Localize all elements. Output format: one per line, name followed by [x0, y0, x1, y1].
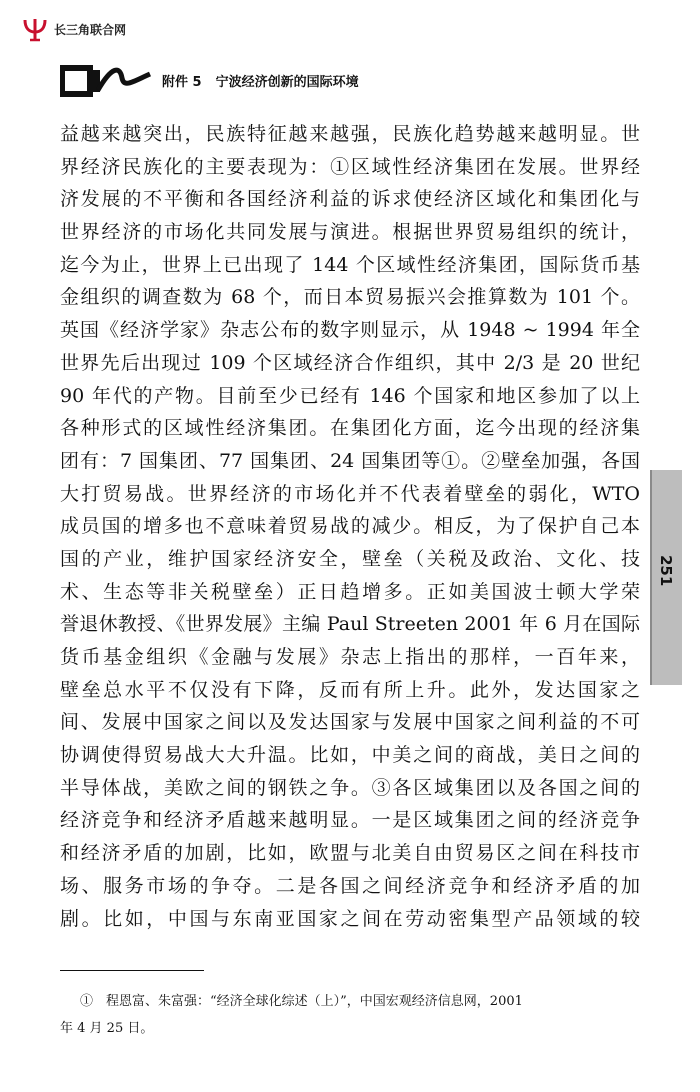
footnote-line: 年 4 月 25 日。 — [60, 1021, 154, 1036]
text-line: 界经济民族化的主要表现为：①区域性经济集团在发展。世界经 — [60, 155, 640, 178]
text-line: 团有：7 国集团、77 国集团、24 国集团等①。②壁垒加强，各国 — [60, 449, 640, 472]
text-line: 济发展的不平衡和各国经济利益的诉求使经济区域化和集团化与 — [60, 188, 640, 211]
text-line: 英国《经济学家》杂志公布的数字则显示，从 1948 ~ 1994 年全 — [60, 319, 640, 342]
text-line: 间、发展中国家之间以及发达国家与发展中国家之间利益的不可 — [60, 711, 640, 734]
page-number: 251 — [657, 555, 675, 587]
header-mark-icon — [60, 62, 152, 98]
text-line: 90 年代的产物。目前至少已经有 146 个国家和地区参加了以上 — [60, 384, 640, 407]
text-line: 世界经济的市场化共同发展与演进。根据世界贸易组织的统计， — [60, 221, 640, 244]
text-line: 协调使得贸易战大大升温。比如，中美之间的商战，美日之间的 — [60, 744, 640, 767]
brand — [22, 16, 126, 42]
text-line: 国的产业，维护国家经济安全，壁垒（关税及政治、文化、技 — [60, 547, 640, 570]
text-line: 誉退休教授、《世界发展》主编 Paul Streeten 2001 年 6 月在国际 — [60, 613, 640, 636]
text-line: 世界先后出现过 109 个区域经济合作组织，其中 2/3 是 20 世纪 — [60, 351, 640, 374]
footnote — [60, 988, 640, 1042]
text-line: 各种形式的区域性经济集团。在集团化方面，迄今出现的经济集 — [60, 417, 640, 440]
text-line: 剧。比如，中国与东南亚国家之间在劳动密集型产品领域的较 — [60, 907, 640, 930]
text-line: 迄今为止，世界上已出现了 144 个区域性经济集团，国际货币基 — [60, 253, 640, 276]
text-line: 壁垒总水平不仅没有下降，反而有所上升。此外，发达国家之 — [60, 678, 640, 701]
text-line: 成员国的增多也不意味着贸易战的减少。相反，为了保护自己本 — [60, 515, 640, 538]
text-line: 术、生态等非关税壁垒）正日趋增多。正如美国波士顿大学荣 — [60, 580, 640, 603]
text-line: 和经济矛盾的加剧，比如，欧盟与北美自由贸易区之间在科技市 — [60, 842, 640, 865]
text-line: 金组织的调查数为 68 个，而日本贸易振兴会推算数为 101 个。 — [60, 286, 640, 309]
section-title: 宁波经济创新的国际环境 — [215, 74, 359, 90]
body-text — [60, 118, 640, 935]
footnote-line: ① 程恩富、朱富强：“经济全球化综述（上）”，中国宏观经济信息网，2001 — [80, 994, 523, 1009]
text-line: 经济竞争和经济矛盾越来越明显。一是区域集团之间的经济竞争 — [60, 809, 640, 832]
footnote-divider — [60, 970, 204, 971]
section-label: 附件 5 — [162, 74, 202, 90]
text-line: 大打贸易战。世界经济的市场化并不代表着壁垒的弱化，WTO — [60, 482, 640, 505]
chapter-header — [60, 62, 359, 98]
text-line: 货币基金组织《金融与发展》杂志上指出的那样，一百年来， — [60, 646, 640, 668]
text-line: 半导体战，美欧之间的钢铁之争。③各区域集团以及各国之间的 — [60, 776, 640, 799]
brand-name: 长三角联合网 — [54, 22, 127, 37]
text-line: 益越来越突出，民族特征越来越强，民族化趋势越来越明显。世 — [60, 123, 640, 145]
text-line: 场、服务市场的争夺。二是各国之间经济竞争和经济矛盾的加 — [60, 874, 640, 897]
trident-logo-icon — [22, 16, 48, 42]
